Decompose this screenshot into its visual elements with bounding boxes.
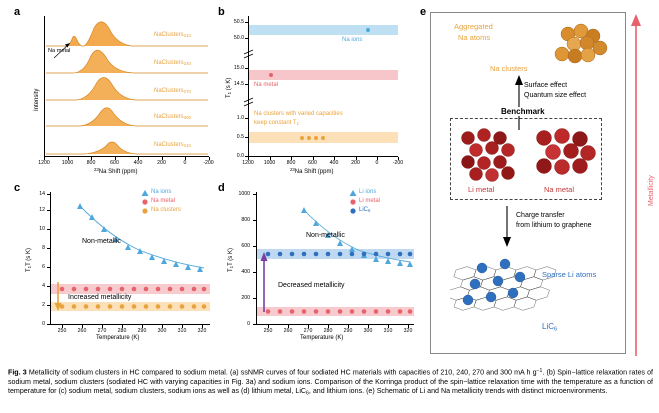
na-clusters-graphic (538, 20, 618, 68)
panel-a-ylabel: Intensity (34, 88, 40, 111)
panel-d-ytick-1: 200 (241, 295, 250, 301)
panel-c-annotation-increased-metallicity: Increased metallicity (68, 294, 132, 301)
panel-c-xtick-5: 300 (157, 328, 167, 334)
panel-e-label-benchmark: Benchmark (498, 107, 548, 116)
panel-c-ytick-5: 10 (39, 226, 45, 232)
panel-a-xtick-5: 200 (157, 160, 166, 166)
na-metal-lattice (532, 126, 600, 184)
panel-b-xtick-1: 1000 (263, 160, 276, 166)
panel-a-curve-label-4: NaClusters$_{210}$ (154, 142, 191, 149)
panel-b-label-na-ions: Na ions (342, 37, 363, 43)
panel-c-xtick-7: 320 (197, 328, 207, 334)
panel-b-xlabel: $^{23}$Na Shift (ppm) (290, 167, 334, 175)
panel-b-point-na-cluster-3 (321, 136, 325, 140)
panel-d-xtick-3: 280 (323, 328, 333, 334)
panel-b-ytick-4: 1.0 (236, 115, 244, 121)
panel-c-xtick-2: 270 (97, 328, 107, 334)
panel-d-xtick-2: 270 (303, 328, 313, 334)
panel-d (218, 182, 418, 357)
panel-d-xtick-5: 300 (363, 328, 373, 334)
panel-c (14, 182, 214, 357)
panel-e-label-lic6: LiC$_6$ (542, 322, 558, 333)
caption-text-1: Metallicity of sodium clusters in HC compared to sodium metal. (a) ssNMR curves of four sodiated HC materials with capacities of 210, 240, 270 and 300 mA h g (28, 368, 537, 377)
panel-a (14, 6, 214, 178)
panel-e-label-surface-effect: Surface effect (524, 82, 568, 89)
panel-b-ytick-3: 14.5 (233, 81, 244, 87)
panel-a-xtick-6: 0 (183, 160, 187, 166)
caption-sup-1: −1 (536, 368, 543, 374)
panel-d-xtick-4: 290 (343, 328, 353, 334)
panel-e-label-na-atoms: Na atoms (458, 33, 491, 42)
panel-c-xlabel: Temperature (K) (96, 335, 140, 341)
panel-b-xtick-4: 400 (329, 160, 339, 166)
panel-b-point-na-ions (366, 28, 370, 32)
panel-b-xtick-5: 200 (351, 160, 360, 166)
panel-a-xtick-0: 1200 (38, 160, 50, 166)
panel-b-point-na-metal (269, 73, 273, 77)
panel-d-ylabel: $T_1T$ (s K) (228, 248, 235, 272)
charge-transfer-arrow (498, 204, 518, 250)
panel-e-label-aggregated: Aggregated (454, 22, 493, 31)
panel-b-xtick-6: 0 (375, 160, 379, 166)
panel-d-ytick-4: 800 (241, 217, 250, 223)
panel-a-xtick-1: 1000 (61, 160, 74, 166)
panel-a-letter: a (14, 6, 21, 18)
panel-a-curve-label-1: NaClusters$_{240}$ (154, 60, 191, 67)
panel-b (218, 6, 403, 178)
panel-d-annotation-decreased-metallicity: Decreased metallicity (278, 282, 345, 289)
panel-c-ytick-4: 8 (42, 245, 45, 251)
panel-c-xtick-0: 250 (57, 328, 67, 334)
panel-a-xlabel (94, 167, 137, 175)
panel-d-legend-li-metal: Li metal (359, 198, 381, 204)
panel-b-xtick-7: -200 (392, 160, 404, 166)
panel-c-xtick-6: 310 (177, 328, 187, 334)
panel-c-ytick-3: 6 (42, 264, 45, 270)
panel-a-xtick-7: -200 (203, 160, 214, 166)
panel-b-band-na-ions (249, 25, 398, 35)
li-metal-lattice (456, 126, 524, 184)
panel-c-xtick-3: 280 (117, 328, 127, 334)
panel-b-label-na-clusters-2: keep constant $T_1$ (254, 120, 299, 127)
panel-b-ytick-1: 50.0 (233, 35, 244, 41)
panel-b-xtick-3: 600 (308, 160, 317, 166)
panel-a-xtick-3: 600 (110, 160, 119, 166)
panel-b-ytick-6: 0.0 (236, 153, 244, 159)
panel-b-xaxis (248, 156, 398, 157)
graphene-lic6-graphic (450, 254, 600, 340)
panel-c-ytick-6: 12 (39, 207, 45, 213)
panel-e (420, 6, 656, 358)
panel-e-letter: e (420, 6, 427, 18)
panel-c-ylabel: $T_1T$ (s K) (26, 248, 33, 272)
panel-c-annotation-non-metallic: Non-metallic (82, 238, 121, 245)
panel-b-xtick-2: 800 (286, 160, 296, 166)
panel-d-xtick-7: 320 (403, 328, 413, 334)
panel-c-ytick-2: 4 (42, 283, 45, 289)
panel-b-point-na-cluster-0 (300, 136, 304, 140)
panel-d-xtick-0: 250 (263, 328, 273, 334)
panel-d-xtick-1: 260 (283, 328, 293, 334)
panel-d-legend-lic6: LiC$_6$ (359, 207, 371, 214)
panel-a-annotation-na-metal: Na metal (48, 48, 71, 54)
panel-d-ytick-3: 600 (241, 243, 250, 249)
panel-a-spectra (14, 6, 214, 158)
panel-d-xtick-6: 310 (383, 328, 393, 334)
panel-d-letter: d (218, 182, 225, 194)
panel-d-legend-li-ions: Li ions (359, 189, 377, 195)
panel-a-curve-label-2: NaClusters$_{270}$ (154, 88, 191, 95)
panel-d-xlabel: Temperature (K) (300, 335, 344, 341)
caption-text-2: . (b) Spin−lattice relaxation rates of sodium metal, sodium clusters (sodiated HC with varying capacities in Fig. 3a) and sodium ions. Comparison of the Korringa product of the spin−lattice relaxation time with the temperature as a function of temperature for (c) sodium metal, sodium clusters, sodium ions as well as (d) lithium metal, LiC (8, 368, 654, 396)
panel-d-ytick-0: 0 (247, 321, 250, 327)
panel-c-ytick-1: 2 (42, 302, 45, 308)
panel-b-label-na-metal: Na metal (254, 82, 279, 88)
caption-text-3: , and lithium ions. (e) Schematic of Li and Na metallicity trends with distinct microenvironments. (308, 387, 608, 396)
panel-c-legend-na-clusters: Na clusters (151, 207, 182, 213)
panel-d-annotation-non-metallic: Non-metallic (306, 232, 345, 239)
panel-c-legend-na-ions: Na ions (151, 189, 172, 195)
panel-e-label-from-lithium: from lithium to graphene (516, 222, 592, 229)
panel-b-ytick-2: 15.0 (233, 65, 244, 71)
caption-sub-1: 6 (306, 390, 309, 397)
panel-c-ytick-7: 14 (39, 191, 45, 197)
panel-b-ytick-0: 50.5 (233, 19, 244, 25)
panel-b-xtick-0: 1200 (242, 160, 254, 166)
panel-a-curve-label-3: NaClusters$_{300}$ (154, 114, 191, 121)
caption-figure-number: Fig. 3 (8, 368, 27, 377)
panel-e-label-na-metal: Na metal (544, 185, 575, 194)
panel-e-label-charge-transfer: Charge transfer (516, 212, 565, 219)
panel-c-legend-na-metal: Na metal (151, 198, 176, 204)
panel-a-xtick-4: 400 (133, 160, 143, 166)
panel-c-ytick-0: 0 (42, 321, 45, 327)
panel-b-ytick-5: 0.5 (236, 134, 244, 140)
panel-e-label-na-clusters: Na clusters (490, 64, 528, 73)
panel-e-label-li-metal: Li metal (468, 185, 495, 194)
panel-a-xlabel-iso: 23 (94, 167, 99, 172)
panel-a-xlabel-main: Na Shift (ppm) (98, 168, 138, 175)
panel-e-label-metallicity: Metallicity (648, 175, 655, 206)
figure-caption (8, 368, 653, 397)
panel-e-label-quantum-size-effect: Quantum size effect (524, 92, 587, 99)
panel-b-label-na-clusters-1: Na clusters with varied capacities (254, 111, 343, 117)
panel-b-ylabel: $T_1$ (s K) (226, 77, 233, 98)
panel-c-xtick-4: 290 (137, 328, 147, 334)
panel-a-xtick-2: 800 (86, 160, 96, 166)
panel-b-letter: b (218, 6, 225, 18)
panel-b-point-na-cluster-2 (314, 136, 318, 140)
panel-b-point-na-cluster-1 (307, 136, 311, 140)
panel-e-label-sparse-li-atoms: Sparse Li atoms (542, 270, 597, 279)
panel-c-xtick-1: 260 (77, 328, 87, 334)
panel-c-letter: c (14, 182, 21, 194)
panel-d-ytick-5: 1000 (238, 191, 250, 197)
panel-d-ytick-2: 400 (241, 269, 250, 275)
panel-a-curve-label-0: NaClusters$_{210}$ (154, 32, 191, 39)
